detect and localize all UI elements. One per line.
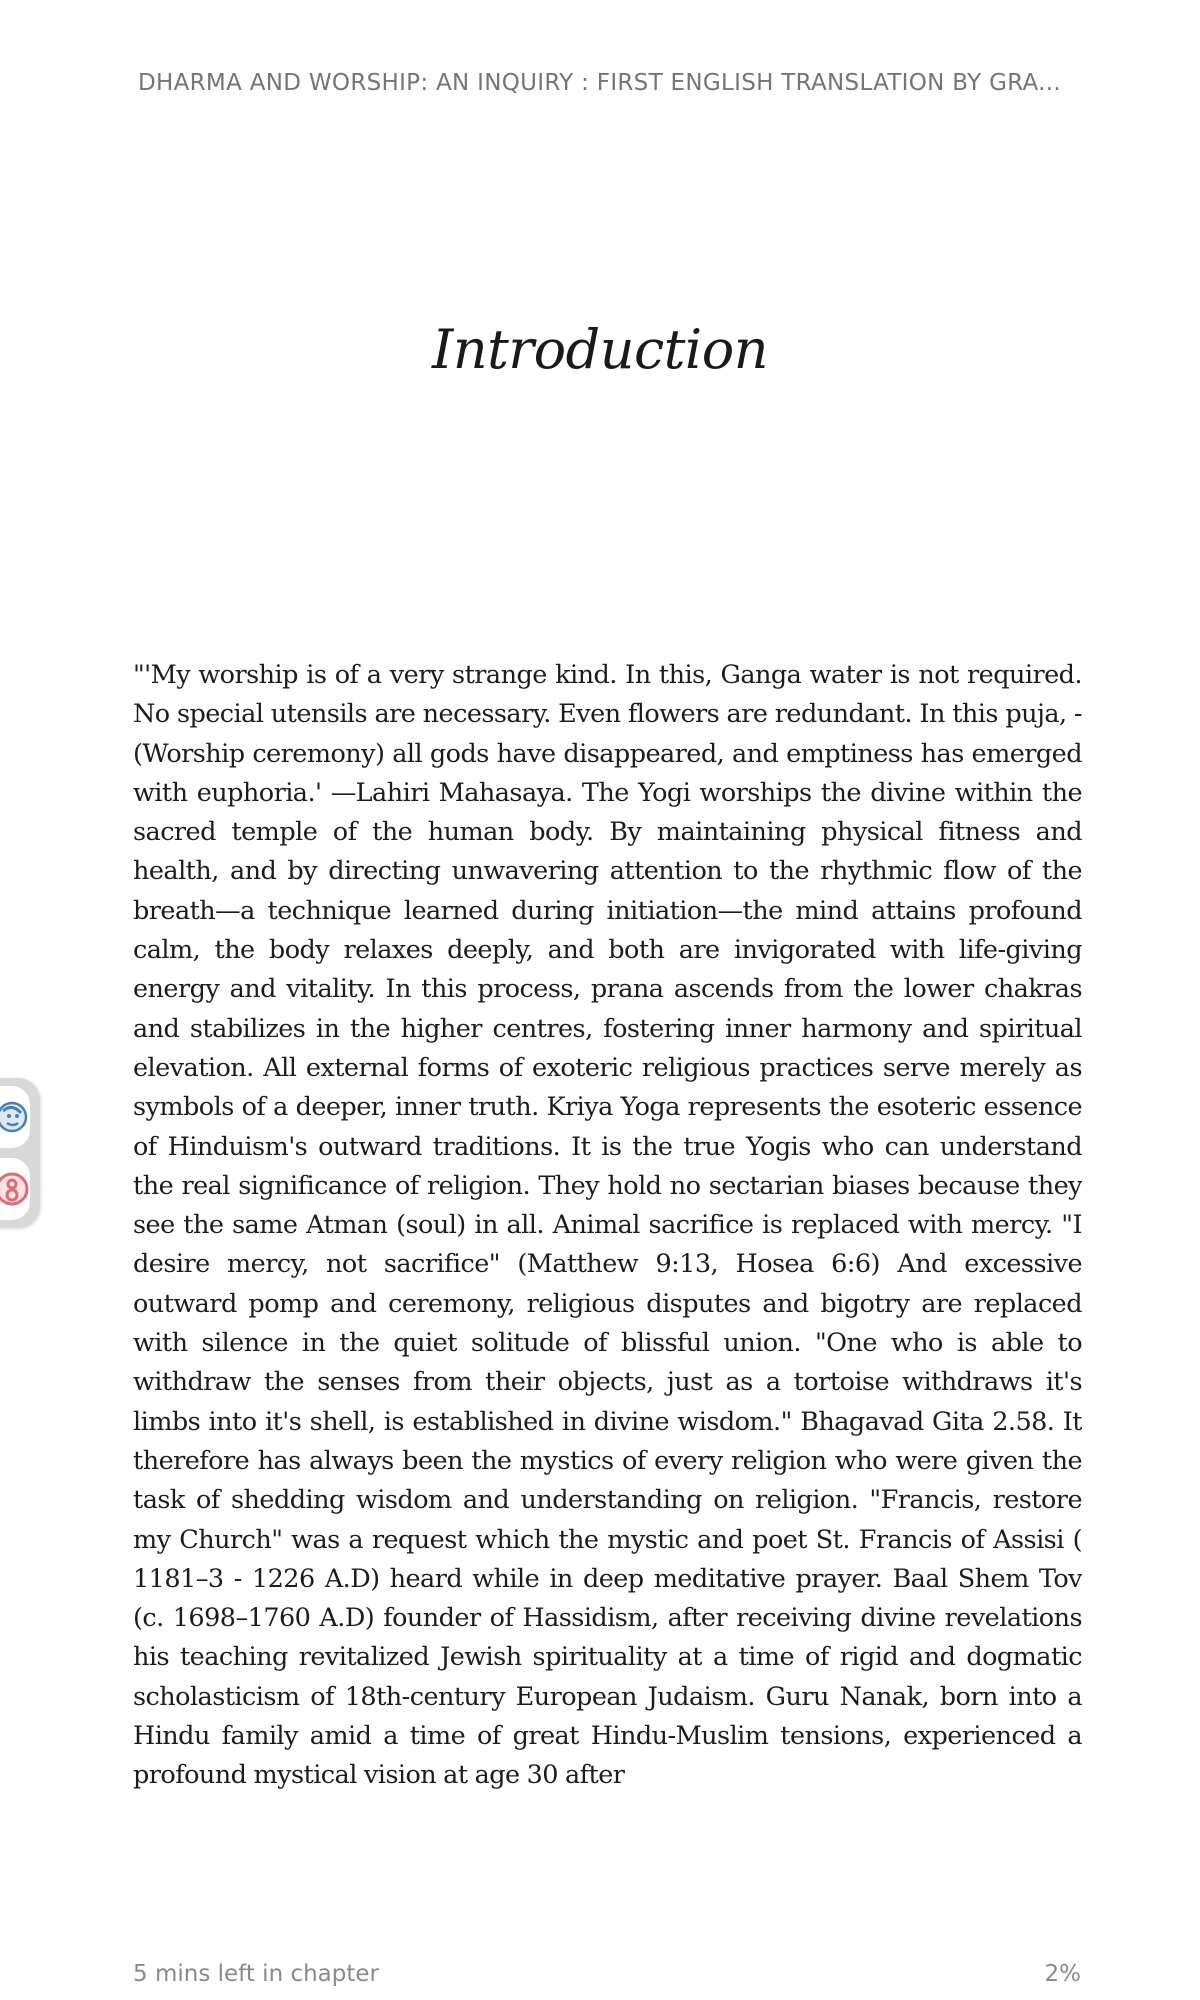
chapter-title: Introduction bbox=[432, 318, 768, 381]
extension-icon bbox=[0, 1169, 30, 1209]
chapter-body-text: "'My worship is of a very strange kind. In this, Ganga water is not required. No special utensils are necessary. Even flowers are redundant. In this puja, -(Worship ceremony) all gods have disappeared, and emptiness has emerged with euphoria.' —Lahiri Mahasaya. The Yogi worships the divine within the sacred temple of the human body. By maintaining physical fitness and health, and by directing unwavering attention to the rhythmic flow of the breath—a technique learned during initiation—the mind attains profound calm, the body relaxes deeply, and both are invigorated with life-giving energy and vitality. In this process, prana ascends from the lower chakras and stabilizes in the higher centres, fostering inner harmony and spiritual elevation. All external forms of exoteric religious practices serve merely as symbols of a deeper, inner truth. Kriya Yoga represents the esoteric essence of Hinduism's outward traditions. It is the true Yogis who can understand the real significance of religion. They hold no sectarian biases because they see the same Atman (soul) in all. Animal sacrifice is replaced with mercy. "I desire mercy, not sacrifice" (Matthew 9:13, Hosea 6:6) And excessive outward pomp and ceremony, religious disputes and bigotry are replaced with silence in the quiet solitude of blissful union. "One who is able to withdraw the senses from their objects, just as a tortoise withdraws it's limbs into it's shell, is established in divine wisdom." Bhagavad Gita 2.58. It therefore has always been the mystics of every religion who were given the task of shedding wisdom and understanding on religion. "Francis, restore my Church" was a request which the mystic and poet St. Francis of Assisi ( 1181–3 - 1226 A.D) heard while in deep meditative prayer. Baal Shem Tov (c. 1698–1760 A.D) founder of Hassidism, after receiving divine revelations his teaching revitalized Jewish spirituality at a time of rigid and dogmatic scholasticism of 18th-century European Judaism. Guru Nanak, born into a Hindu family amid a time of great Hindu-Muslim tensions, experienced a profound mystical vision at age 30 after bbox=[133, 660, 1082, 1791]
time-left-in-chapter: 5 mins left in chapter bbox=[133, 1961, 379, 1987]
floating-side-widget bbox=[0, 1078, 40, 1228]
running-header-title: DHARMA AND WORSHIP: AN INQUIRY : FIRST ENGLISH TRANSLATION BY GRA... bbox=[138, 70, 1062, 96]
sticker-icon bbox=[0, 1097, 30, 1137]
extension-button[interactable] bbox=[0, 1158, 30, 1220]
sticker-button[interactable] bbox=[0, 1086, 30, 1148]
reading-progress-percent: 2% bbox=[1044, 1961, 1081, 1987]
